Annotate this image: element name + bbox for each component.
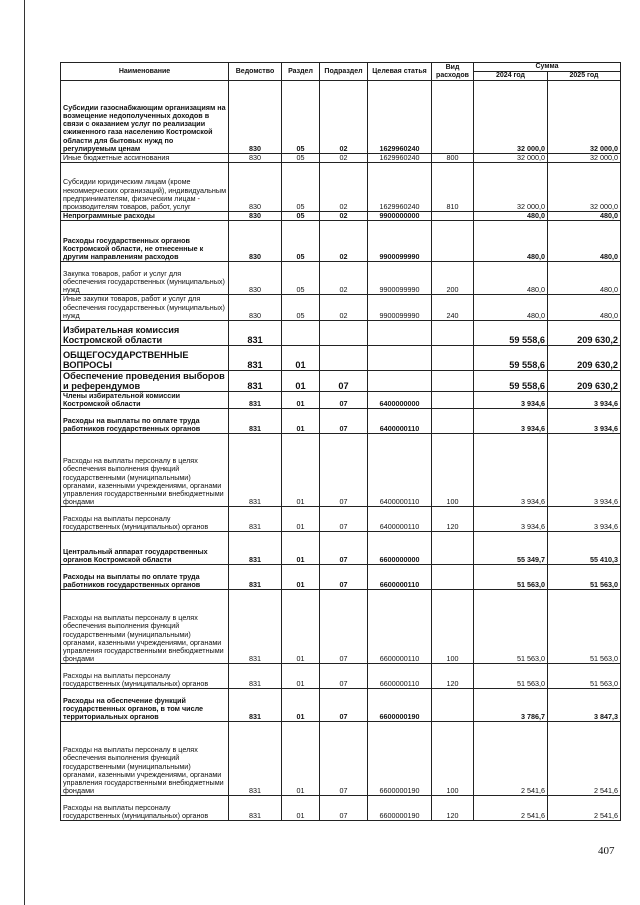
cell-razdel: 05 (282, 154, 320, 163)
cell-vid: 800 (432, 154, 474, 163)
cell-name: Непрограммные расходы (61, 212, 229, 221)
cell-vid: 240 (432, 295, 474, 321)
cell-razdel: 01 (282, 664, 320, 689)
cell-ved: 830 (229, 81, 282, 154)
cell-podrazdel: 07 (320, 532, 368, 565)
cell-y2025: 3 847,3 (548, 689, 621, 722)
cell-razdel: 05 (282, 81, 320, 154)
cell-podrazdel: 07 (320, 434, 368, 507)
table-row (61, 163, 621, 212)
cell-podrazdel: 02 (320, 221, 368, 262)
header-target: Целевая статья (368, 63, 432, 81)
cell-y2025: 32 000,0 (548, 81, 621, 154)
cell-vid (432, 346, 474, 371)
cell-ved: 831 (229, 392, 282, 409)
cell-vid: 100 (432, 590, 474, 664)
cell-vid: 120 (432, 507, 474, 532)
cell-y2025: 55 410,3 (548, 532, 621, 565)
header-vedomstvo: Ведомство (229, 63, 282, 81)
cell-ved: 831 (229, 722, 282, 796)
cell-name: Расходы на выплаты персоналу государственных (муниципальных) органов (61, 507, 229, 532)
cell-ved: 830 (229, 262, 282, 295)
cell-name: Расходы на выплаты персоналу в целях обеспечения выполнения функций государственными (муниципальными) органами, казенными учреждениями, органами управления государственными внебюджетными фондами (61, 434, 229, 507)
cell-ved: 830 (229, 163, 282, 212)
cell-name: Расходы на выплаты персоналу государственных (муниципальных) органов (61, 796, 229, 821)
table-row (61, 507, 621, 532)
cell-y2025: 3 934,6 (548, 434, 621, 507)
cell-y2024: 32 000,0 (474, 154, 548, 163)
cell-y2024: 51 563,0 (474, 664, 548, 689)
cell-ved: 831 (229, 434, 282, 507)
cell-target: 6600000190 (368, 689, 432, 722)
cell-y2024: 59 558,6 (474, 371, 548, 392)
cell-target: 6400000110 (368, 434, 432, 507)
cell-y2025: 32 000,0 (548, 154, 621, 163)
cell-podrazdel: 02 (320, 212, 368, 221)
cell-y2024: 3 934,6 (474, 409, 548, 434)
cell-vid (432, 565, 474, 590)
cell-vid: 120 (432, 664, 474, 689)
cell-target: 1629960240 (368, 163, 432, 212)
header-sum: Сумма (474, 63, 621, 72)
cell-ved: 830 (229, 221, 282, 262)
cell-target: 1629960240 (368, 81, 432, 154)
cell-podrazdel: 07 (320, 664, 368, 689)
cell-target: 6400000000 (368, 392, 432, 409)
table-row (61, 212, 621, 221)
cell-razdel: 01 (282, 409, 320, 434)
cell-razdel: 01 (282, 434, 320, 507)
cell-name: Расходы на выплаты по оплате труда работников государственных органов (61, 409, 229, 434)
cell-y2024: 3 934,6 (474, 392, 548, 409)
table-row (61, 392, 621, 409)
cell-razdel: 01 (282, 565, 320, 590)
cell-name: Иные бюджетные ассигнования (61, 154, 229, 163)
cell-y2025: 51 563,0 (548, 664, 621, 689)
cell-target (368, 371, 432, 392)
cell-podrazdel: 07 (320, 565, 368, 590)
cell-ved: 831 (229, 689, 282, 722)
table-row (61, 221, 621, 262)
cell-name: Расходы на выплаты персоналу государственных (муниципальных) органов (61, 664, 229, 689)
table-body (61, 81, 621, 821)
cell-razdel: 05 (282, 221, 320, 262)
cell-y2025: 209 630,2 (548, 346, 621, 371)
cell-podrazdel: 07 (320, 392, 368, 409)
cell-name: Расходы на обеспечение функций государственных органов, в том числе территориальных органов (61, 689, 229, 722)
cell-y2025: 209 630,2 (548, 371, 621, 392)
cell-name: Центральный аппарат государственных органов Костромской области (61, 532, 229, 565)
cell-target: 6600000110 (368, 565, 432, 590)
cell-target: 6600000190 (368, 722, 432, 796)
cell-podrazdel (320, 346, 368, 371)
cell-name: Субсидии газоснабжающим организациям на возмещение недополученных доходов в связи с оказанием услуг по реализации сжиженного газа населению Костромской области для бытовых нужд по регулируемым ценам (61, 81, 229, 154)
cell-razdel: 01 (282, 346, 320, 371)
cell-y2025: 209 630,2 (548, 321, 621, 346)
cell-name: Субсидии юридическим лицам (кроме некоммерческих организаций), индивидуальным предпринимателям, физическим лицам - производителям товаров, работ, услуг (61, 163, 229, 212)
cell-y2024: 3 934,6 (474, 507, 548, 532)
cell-ved: 831 (229, 346, 282, 371)
cell-ved: 831 (229, 590, 282, 664)
cell-podrazdel: 07 (320, 722, 368, 796)
table-row (61, 664, 621, 689)
cell-podrazdel: 07 (320, 796, 368, 821)
cell-target: 6600000000 (368, 532, 432, 565)
cell-vid (432, 532, 474, 565)
cell-ved: 831 (229, 507, 282, 532)
header-2025: 2025 год (548, 72, 621, 81)
cell-ved: 831 (229, 371, 282, 392)
cell-podrazdel: 07 (320, 409, 368, 434)
cell-vid (432, 689, 474, 722)
cell-y2024: 480,0 (474, 221, 548, 262)
cell-y2024: 2 541,6 (474, 796, 548, 821)
cell-target (368, 321, 432, 346)
cell-razdel (282, 321, 320, 346)
cell-y2024: 51 563,0 (474, 590, 548, 664)
cell-y2025: 2 541,6 (548, 796, 621, 821)
table-row (61, 321, 621, 346)
cell-target: 9900099990 (368, 262, 432, 295)
header-vid: Вид расходов (432, 63, 474, 81)
cell-podrazdel: 02 (320, 262, 368, 295)
cell-vid (432, 81, 474, 154)
cell-vid (432, 212, 474, 221)
budget-table (60, 62, 621, 821)
cell-razdel: 01 (282, 392, 320, 409)
cell-razdel: 01 (282, 590, 320, 664)
cell-name: Расходы на выплаты по оплате труда работников государственных органов (61, 565, 229, 590)
cell-razdel: 01 (282, 507, 320, 532)
cell-y2025: 480,0 (548, 212, 621, 221)
cell-podrazdel: 02 (320, 163, 368, 212)
cell-y2024: 480,0 (474, 295, 548, 321)
cell-ved: 831 (229, 796, 282, 821)
cell-vid (432, 321, 474, 346)
cell-target: 6400000110 (368, 409, 432, 434)
table-row (61, 722, 621, 796)
cell-razdel: 01 (282, 689, 320, 722)
cell-target: 9900099990 (368, 221, 432, 262)
left-margin-rule (24, 0, 25, 905)
cell-target (368, 346, 432, 371)
cell-ved: 830 (229, 295, 282, 321)
table-row (61, 262, 621, 295)
table-row (61, 154, 621, 163)
cell-target: 6400000110 (368, 507, 432, 532)
cell-target: 1629960240 (368, 154, 432, 163)
cell-razdel: 01 (282, 532, 320, 565)
cell-y2024: 32 000,0 (474, 81, 548, 154)
header-razdel: Раздел (282, 63, 320, 81)
cell-razdel: 05 (282, 163, 320, 212)
table-row (61, 796, 621, 821)
cell-vid (432, 221, 474, 262)
cell-ved: 831 (229, 664, 282, 689)
header-podrazdel: Подраздел (320, 63, 368, 81)
cell-podrazdel: 07 (320, 590, 368, 664)
cell-razdel: 01 (282, 796, 320, 821)
table-row (61, 346, 621, 371)
cell-ved: 831 (229, 409, 282, 434)
cell-y2024: 59 558,6 (474, 321, 548, 346)
cell-ved: 830 (229, 212, 282, 221)
cell-razdel: 05 (282, 212, 320, 221)
cell-vid: 100 (432, 722, 474, 796)
cell-vid (432, 409, 474, 434)
cell-vid: 810 (432, 163, 474, 212)
table-row (61, 590, 621, 664)
header-2024: 2024 год (474, 72, 548, 81)
cell-y2025: 3 934,6 (548, 409, 621, 434)
cell-y2024: 59 558,6 (474, 346, 548, 371)
cell-name: Обеспечение проведения выборов и референдумов (61, 371, 229, 392)
cell-y2025: 3 934,6 (548, 507, 621, 532)
cell-y2024: 51 563,0 (474, 565, 548, 590)
cell-name: Члены избирательной комиссии Костромской области (61, 392, 229, 409)
cell-ved: 831 (229, 532, 282, 565)
cell-razdel: 05 (282, 295, 320, 321)
table-row (61, 409, 621, 434)
table-row (61, 434, 621, 507)
cell-y2024: 2 541,6 (474, 722, 548, 796)
cell-name: ОБЩЕГОСУДАРСТВЕННЫЕ ВОПРОСЫ (61, 346, 229, 371)
table-row (61, 81, 621, 154)
cell-y2024: 55 349,7 (474, 532, 548, 565)
cell-vid (432, 392, 474, 409)
cell-ved: 830 (229, 154, 282, 163)
cell-name: Избирательная комиссия Костромской области (61, 321, 229, 346)
cell-podrazdel (320, 321, 368, 346)
cell-target: 9900000000 (368, 212, 432, 221)
cell-ved: 831 (229, 321, 282, 346)
cell-podrazdel: 07 (320, 507, 368, 532)
table-row (61, 295, 621, 321)
cell-y2025: 2 541,6 (548, 722, 621, 796)
cell-y2025: 480,0 (548, 262, 621, 295)
cell-vid: 200 (432, 262, 474, 295)
cell-y2024: 3 786,7 (474, 689, 548, 722)
cell-name: Расходы государственных органов Костромской области, не отнесенные к другим направлениям расходов (61, 221, 229, 262)
cell-y2025: 3 934,6 (548, 392, 621, 409)
cell-y2024: 32 000,0 (474, 163, 548, 212)
cell-y2025: 480,0 (548, 221, 621, 262)
header-name: Наименование (61, 63, 229, 81)
cell-podrazdel: 02 (320, 81, 368, 154)
cell-name: Закупка товаров, работ и услуг для обеспечения государственных (муниципальных) нужд (61, 262, 229, 295)
cell-y2025: 51 563,0 (548, 590, 621, 664)
table-row (61, 371, 621, 392)
cell-target: 6600000110 (368, 664, 432, 689)
cell-ved: 831 (229, 565, 282, 590)
cell-razdel: 01 (282, 371, 320, 392)
cell-y2025: 32 000,0 (548, 163, 621, 212)
page-number: 407 (598, 845, 615, 857)
table-row (61, 565, 621, 590)
cell-podrazdel: 02 (320, 295, 368, 321)
cell-vid (432, 371, 474, 392)
cell-razdel: 05 (282, 262, 320, 295)
cell-vid: 120 (432, 796, 474, 821)
cell-target: 9900099990 (368, 295, 432, 321)
cell-target: 6600000190 (368, 796, 432, 821)
cell-vid: 100 (432, 434, 474, 507)
cell-name: Расходы на выплаты персоналу в целях обеспечения выполнения функций государственными (муниципальными) органами, казенными учреждениями, органами управления государственными внебюджетными фондами (61, 590, 229, 664)
cell-y2024: 480,0 (474, 262, 548, 295)
cell-y2025: 51 563,0 (548, 565, 621, 590)
cell-y2025: 480,0 (548, 295, 621, 321)
cell-name: Расходы на выплаты персоналу в целях обеспечения выполнения функций государственными (муниципальными) органами, казенными учреждениями, органами управления государственными внебюджетными фондами (61, 722, 229, 796)
cell-name: Иные закупки товаров, работ и услуг для обеспечения государственных (муниципальных) нужд (61, 295, 229, 321)
cell-podrazdel: 07 (320, 689, 368, 722)
table-row (61, 689, 621, 722)
cell-y2024: 480,0 (474, 212, 548, 221)
cell-podrazdel: 07 (320, 371, 368, 392)
cell-target: 6600000110 (368, 590, 432, 664)
cell-y2024: 3 934,6 (474, 434, 548, 507)
cell-podrazdel: 02 (320, 154, 368, 163)
cell-razdel: 01 (282, 722, 320, 796)
table-row (61, 532, 621, 565)
